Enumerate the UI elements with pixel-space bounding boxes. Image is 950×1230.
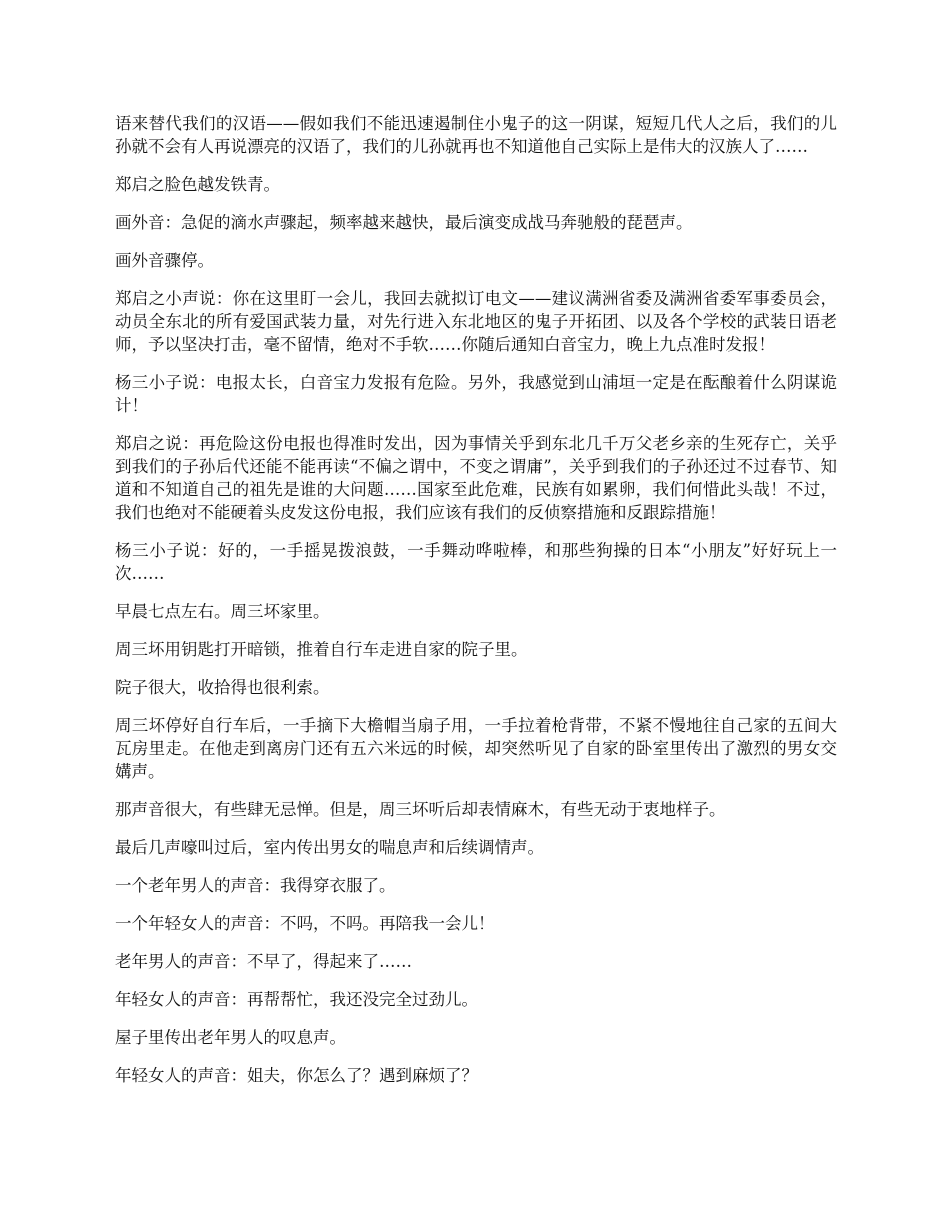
paragraph: 画外音：急促的滴水声骤起，频率越来越快，最后演变成战马奔驰般的琵琶声。: [115, 213, 693, 232]
paragraph: 老年男人的声音：不早了，得起来了……: [115, 952, 412, 971]
paragraph: 语来替代我们的汉语——假如我们不能迅速遏制住小鬼子的这一阴谋，短短几代人之后，我们的儿孙就不会有人再说漂亮的汉语了，我们的儿孙就再也不知道他自己实际上是伟大的汉族人了……: [115, 114, 837, 156]
paragraph: 郑启之说：再危险这份电报也得准时发出，因为事情关乎到东北几千万父老乡亲的生死存亡，关乎到我们的子孙后代还能不能再读“不偏之谓中，不变之谓庸”，关乎到我们的子孙还过不过春节、知道和不知道自己的祖先是谁的大问题……国家至此危难，民族有如累卵，我们何惜此头哉！不过，我们也绝对不能硬着头皮发这份电报，我们应该有我们的反侦察措施和反跟踪措施！: [115, 434, 837, 522]
paragraph: 年轻女人的声音：再帮帮忙，我还没完全过劲儿。: [115, 990, 478, 1009]
paragraph: 画外音骤停。: [115, 251, 214, 270]
paragraph: 一个年轻女人的声音：不吗，不吗。再陪我一会儿！: [115, 914, 495, 933]
paragraph: 杨三小子说：电报太长，白音宝力发报有危险。另外，我感觉到山浦垣一定是在酝酿着什么阴谋诡计！: [115, 373, 837, 415]
paragraph: 那声音很大，有些肆无忌惮。但是，周三坏听后却表情麻木，有些无动于衷地样子。: [115, 800, 726, 819]
paragraph: 屋子里传出老年男人的叹息声。: [115, 1028, 346, 1047]
paragraph: 最后几声嚎叫过后，室内传出男女的喘息声和后续调情声。: [115, 838, 544, 857]
paragraph: 年轻女人的声音：姐夫，你怎么了？遇到麻烦了？: [115, 1066, 478, 1085]
paragraph: 杨三小子说：好的，一手摇晃拨浪鼓，一手舞动哗啦棒，和那些狗操的日本“小朋友”好好玩上一次……: [115, 541, 837, 583]
paragraph: 郑启之脸色越发铁青。: [115, 175, 280, 194]
document-body: [115, 112, 837, 1102]
paragraph: 周三坏用钥匙打开暗锁，推着自行车走进自家的院子里。: [115, 640, 528, 659]
paragraph: 早晨七点左右。周三坏家里。: [115, 602, 330, 621]
paragraph: 郑启之小声说：你在这里盯一会儿，我回去就拟订电文——建议满洲省委及满洲省委军事委员会，动员全东北的所有爱国武装力量，对先行进入东北地区的鬼子开拓团、以及各个学校的武装日语老师，予以坚决打击，毫不留情，绝对不手软……你随后通知白音宝力，晚上九点准时发报！: [115, 289, 837, 354]
paragraph: 院子很大，收拾得也很利索。: [115, 678, 330, 697]
paragraph: 周三坏停好自行车后，一手摘下大檐帽当扇子用，一手拉着枪背带，不紧不慢地往自己家的五间大瓦房里走。在他走到离房门还有五六米远的时候，却突然听见了自家的卧室里传出了激烈的男女交媾声。: [115, 716, 837, 781]
paragraph: 一个老年男人的声音：我得穿衣服了。: [115, 876, 396, 895]
